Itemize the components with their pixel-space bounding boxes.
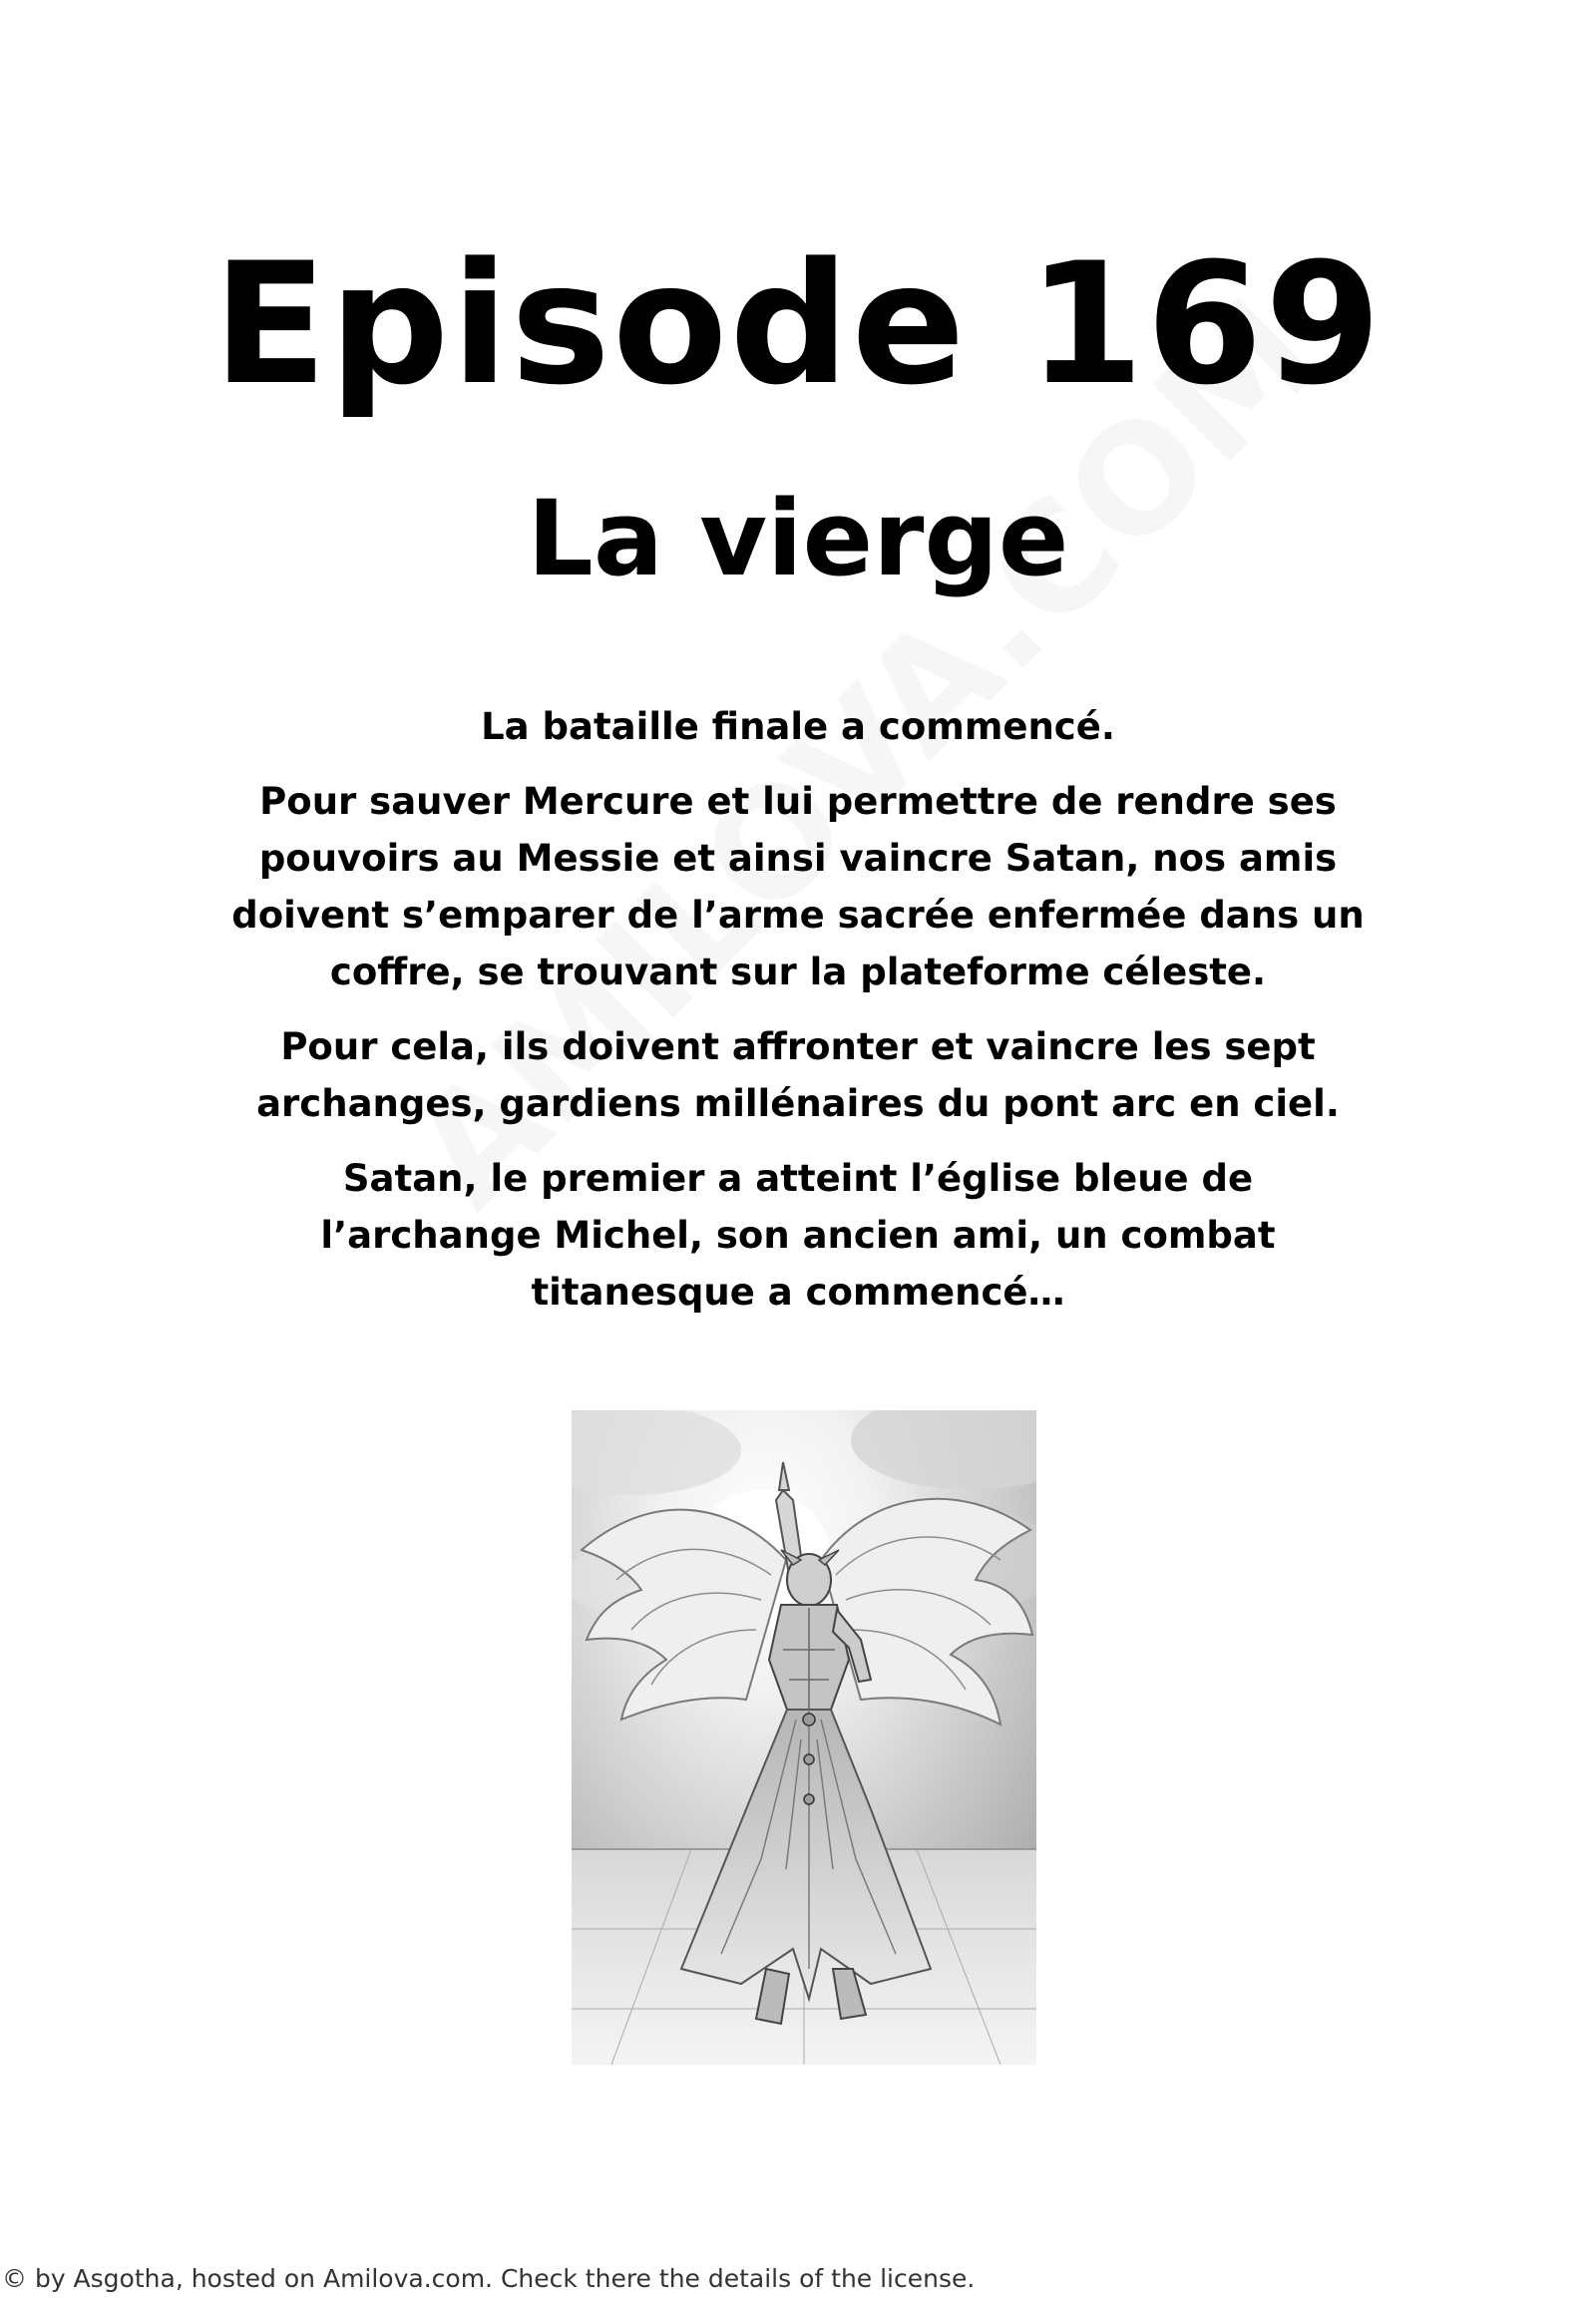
episode-subtitle: La vierge: [527, 478, 1069, 599]
synopsis-paragraph: Satan, le premier a atteint l’église bleue de l’archange Michel, son ancien ami, un combat titanesque a commencé…: [320, 1157, 1276, 1314]
archangel-drawing: [572, 1410, 1036, 2065]
synopsis: [229, 698, 1367, 1339]
archangel-illustration: [572, 1410, 1036, 2065]
synopsis-paragraph: Pour cela, ils doivent affronter et vaincre les sept archanges, gardiens millénaires du pont arc en ciel.: [256, 1025, 1340, 1125]
license-footer: © by Asgotha, hosted on Amilova.com. Check there the details of the license.: [2, 2264, 976, 2293]
synopsis-paragraph: La bataille finale a commencé.: [481, 705, 1115, 748]
episode-title: Episode 169: [212, 226, 1384, 422]
synopsis-paragraph: Pour sauver Mercure et lui permettre de rendre ses pouvoirs au Messie et ainsi vaincre Satan, nos amis doivent s’emparer de l’arme sacrée enfermée dans un coffre, se trouvant sur la plateforme céleste.: [231, 780, 1365, 993]
